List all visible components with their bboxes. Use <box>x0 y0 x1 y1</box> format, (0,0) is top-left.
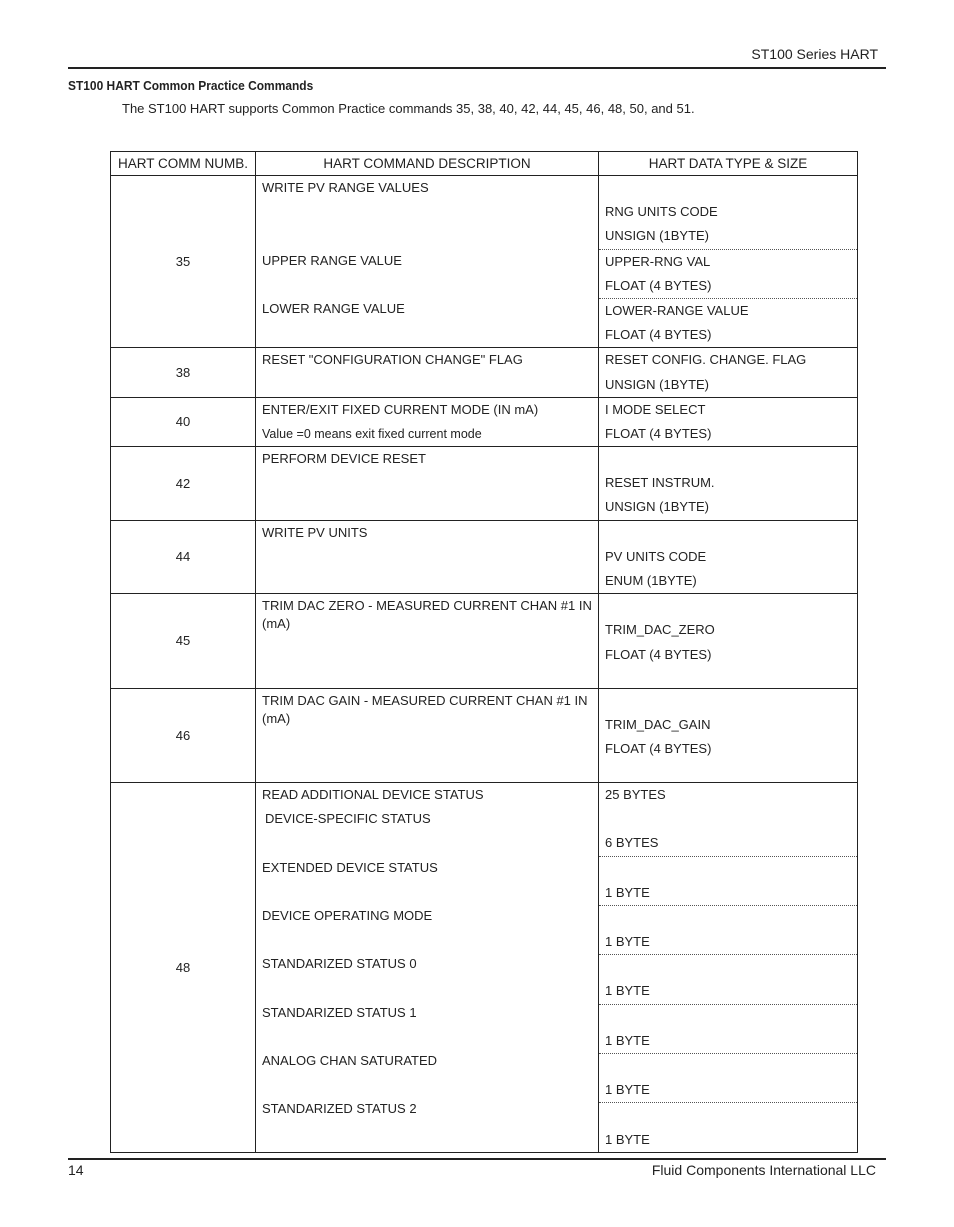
data-type-line <box>599 857 857 881</box>
data-type-size <box>599 688 858 782</box>
description-line: ANALOG CHAN SATURATED <box>262 1053 438 1068</box>
command-description <box>256 397 599 446</box>
description-line <box>256 1073 598 1097</box>
description-line <box>256 976 598 1000</box>
command-description <box>256 447 599 521</box>
company-name: Fluid Components International LLC <box>651 1162 876 1178</box>
data-type-line <box>599 1103 857 1127</box>
data-type-line: 1 BYTE <box>599 1078 857 1103</box>
table-row <box>111 520 858 594</box>
description-line <box>256 1122 598 1146</box>
data-type-line: RESET CONFIG. CHANGE. FLAG <box>605 352 807 368</box>
data-type-line <box>599 521 857 545</box>
table-row <box>111 348 858 397</box>
data-type-line: RESET INSTRUM. <box>605 475 715 491</box>
description-line <box>256 321 598 345</box>
column-header-description: HART COMMAND DESCRIPTION <box>256 152 599 176</box>
command-description <box>256 782 599 1152</box>
description-line <box>256 734 598 758</box>
data-type-line: 1 BYTE <box>599 881 857 906</box>
command-number: 48 <box>111 782 256 1152</box>
description-line <box>256 545 598 569</box>
command-number: 45 <box>111 594 256 688</box>
command-description <box>256 594 599 688</box>
description-line: WRITE PV UNITS <box>262 524 368 540</box>
description-line <box>256 758 598 782</box>
data-type-line: TRIM_DAC_ZERO <box>605 622 715 638</box>
description-line: STANDARIZED STATUS 1 <box>262 1004 417 1020</box>
data-type-line: FLOAT (4 BYTES) <box>605 425 712 441</box>
command-description <box>256 348 599 397</box>
description-line: UPPER RANGE VALUE <box>262 252 402 268</box>
data-type-size <box>599 594 858 688</box>
command-description <box>256 688 599 782</box>
description-line <box>256 663 598 687</box>
data-type-line <box>599 1005 857 1029</box>
command-number: 40 <box>111 397 256 446</box>
description-line: LOWER RANGE VALUE <box>262 300 405 316</box>
data-type-line <box>599 807 857 831</box>
table-row <box>111 176 858 348</box>
data-type-line: 1 BYTE <box>605 1131 650 1147</box>
header-rule <box>68 67 886 69</box>
description-line <box>256 569 598 593</box>
section-title: ST100 HART Common Practice Commands <box>68 78 314 93</box>
data-type-line: LOWER-RANGE VALUE <box>605 302 749 318</box>
data-type-line: 1 BYTE <box>599 1029 857 1054</box>
data-type-size <box>599 520 858 594</box>
data-type-line: TRIM_DAC_GAIN <box>605 716 711 732</box>
description-line <box>256 471 598 495</box>
description-line <box>256 1025 598 1049</box>
data-type-size <box>599 176 858 348</box>
data-type-size <box>599 447 858 521</box>
description-line: READ ADDITIONAL DEVICE STATUS <box>262 786 484 802</box>
data-type-size <box>599 397 858 446</box>
data-type-size <box>599 782 858 1152</box>
description-line: DEVICE OPERATING MODE <box>262 907 433 923</box>
data-type-line: UNSIGN (1BYTE) <box>605 376 710 392</box>
table-row <box>111 397 858 446</box>
command-number: 46 <box>111 688 256 782</box>
data-type-line: 1 BYTE <box>599 979 857 1004</box>
table-row <box>111 688 858 782</box>
description-line: DEVICE-SPECIFIC STATUS <box>265 811 431 827</box>
command-description <box>256 176 599 348</box>
table-row <box>111 782 858 1152</box>
table-row <box>111 447 858 521</box>
description-line <box>256 273 598 297</box>
data-type-line: FLOAT (4 BYTES) <box>599 274 857 299</box>
data-type-line: 1 BYTE <box>599 930 857 955</box>
description-line: RESET "CONFIGURATION CHANGE" FLAG <box>262 352 523 368</box>
section-intro: The ST100 HART supports Common Practice commands 35, 38, 40, 42, 44, 45, 46, 48, 50, and 51. <box>122 101 695 116</box>
commands-table <box>110 151 858 1153</box>
description-line: WRITE PV RANGE VALUES <box>262 180 429 195</box>
description-line <box>256 639 598 663</box>
command-number: 42 <box>111 447 256 521</box>
footer-rule <box>68 1158 886 1160</box>
description-line: Value =0 means exit fixed current mode <box>262 426 482 441</box>
description-line: STANDARIZED STATUS 2 <box>262 1101 417 1117</box>
data-type-line <box>599 594 857 618</box>
description-line <box>256 224 598 248</box>
command-description <box>256 520 599 594</box>
data-type-line <box>599 176 857 200</box>
description-line: TRIM DAC ZERO - MEASURED CURRENT CHAN #1 IN (mA) <box>262 598 592 632</box>
data-type-line: FLOAT (4 BYTES) <box>605 740 712 756</box>
page-number: 14 <box>68 1162 84 1178</box>
command-number: 38 <box>111 348 256 397</box>
description-line <box>256 495 598 519</box>
description-line <box>256 831 598 855</box>
description-line: EXTENDED DEVICE STATUS <box>262 859 438 875</box>
description-line: TRIM DAC GAIN - MEASURED CURRENT CHAN #1 IN (mA) <box>262 692 588 726</box>
data-type-line <box>599 906 857 930</box>
data-type-line <box>599 447 857 471</box>
description-line <box>256 373 598 397</box>
data-type-line: ENUM (1BYTE) <box>605 573 697 588</box>
data-type-line: FLOAT (4 BYTES) <box>605 327 712 343</box>
data-type-line <box>599 689 857 713</box>
data-type-line: UNSIGN (1BYTE) <box>599 224 857 249</box>
table-row <box>111 594 858 688</box>
description-line: PERFORM DEVICE RESET <box>262 451 426 467</box>
description-line: ENTER/EXIT FIXED CURRENT MODE (IN mA) <box>262 401 539 417</box>
data-type-line: UNSIGN (1BYTE) <box>605 499 710 515</box>
description-line <box>256 928 598 952</box>
data-type-size <box>599 348 858 397</box>
data-type-line: PV UNITS CODE <box>605 548 707 564</box>
column-header-comm-numb: HART COMM NUMB. <box>111 152 256 176</box>
data-type-line: 25 BYTES <box>605 786 666 802</box>
data-type-line: I MODE SELECT <box>605 401 706 417</box>
description-line: STANDARIZED STATUS 0 <box>262 956 417 972</box>
command-number: 35 <box>111 176 256 348</box>
table-header-row <box>111 152 858 176</box>
column-header-data-type: HART DATA TYPE & SIZE <box>599 152 858 176</box>
document-title: ST100 Series HART <box>751 46 878 62</box>
data-type-line: RNG UNITS CODE <box>605 204 718 220</box>
description-line <box>256 200 598 224</box>
command-number: 44 <box>111 520 256 594</box>
data-type-line: FLOAT (4 BYTES) <box>605 646 712 662</box>
data-type-line <box>599 955 857 979</box>
data-type-line: UPPER-RNG VAL <box>605 253 711 269</box>
data-type-line: 6 BYTES <box>599 831 857 856</box>
data-type-line <box>599 1054 857 1078</box>
description-line <box>256 880 598 904</box>
